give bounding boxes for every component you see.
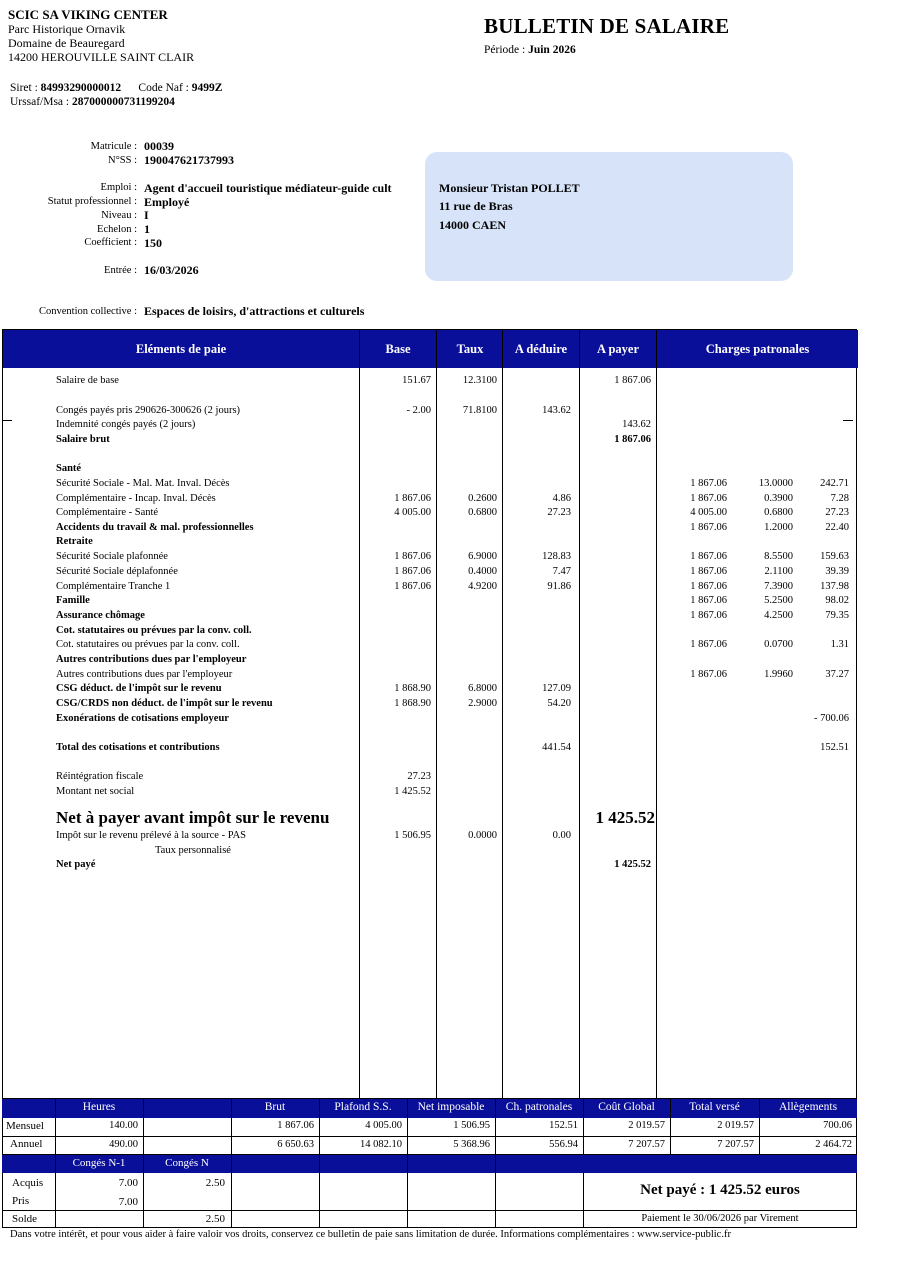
cell-ch3: 79.35 xyxy=(825,610,849,621)
solde-n: 2.50 xyxy=(205,1213,225,1225)
naf-label: Code Naf : xyxy=(138,82,189,94)
cell-label: Autres contributions dues par l'employeur xyxy=(56,669,233,680)
cell-ch3: 1.31 xyxy=(830,639,849,650)
summary-annuel-cell: 556.94 xyxy=(549,1139,578,1150)
employee-street: 11 rue de Bras xyxy=(439,199,513,213)
summary-mensuel-cell: 140.00 xyxy=(109,1120,138,1131)
pris-label: Pris xyxy=(12,1195,30,1207)
cell-base: 4 005.00 xyxy=(394,507,431,518)
cell-ch2: 0.0700 xyxy=(764,639,793,650)
table-row xyxy=(3,683,858,697)
cell-ded: 128.83 xyxy=(542,551,571,562)
cell-taux: 2.9000 xyxy=(468,698,497,709)
cell-taux: 4.9200 xyxy=(468,581,497,592)
cell-ch2: 1.9960 xyxy=(764,669,793,680)
header-payer: A payer xyxy=(596,342,639,356)
cell-label: Indemnité congés payés (2 jours) xyxy=(56,419,196,430)
cell-label: Total des cotisations et contributions xyxy=(56,742,220,753)
summary-annuel-cell: 2 464.72 xyxy=(815,1139,852,1150)
employer-address-line3: 14200 HEROUVILLE SAINT CLAIR xyxy=(8,50,195,64)
table-row xyxy=(3,771,858,785)
summary-annuel-cell: 7 207.57 xyxy=(717,1139,754,1150)
table-row xyxy=(3,566,858,580)
summary-header-cell: Allègements xyxy=(778,1101,838,1113)
page-title: BULLETIN DE SALAIRE xyxy=(484,14,730,38)
cell-ded: 54.20 xyxy=(547,698,571,709)
header-base: Base xyxy=(385,342,411,356)
cell-base: 1 506.95 xyxy=(394,830,431,841)
cell-ch1: 4 005.00 xyxy=(690,507,727,518)
cell-label: Complémentaire Tranche 1 xyxy=(56,581,171,592)
cell-taux: 0.4000 xyxy=(468,566,497,577)
fold-mark xyxy=(843,420,853,421)
cell-base: 151.67 xyxy=(402,375,431,386)
mensuel-label: Mensuel xyxy=(6,1120,44,1132)
employer-block xyxy=(8,8,194,64)
summary-annuel-cell: 14 082.10 xyxy=(360,1139,402,1150)
cell-ch2: 5.2500 xyxy=(764,595,793,606)
cell-ded: 91.86 xyxy=(547,581,571,592)
cell-pay: 1 867.06 xyxy=(614,434,651,445)
nss-value: 190047621737993 xyxy=(144,153,234,167)
cell-ded: 4.86 xyxy=(552,493,571,504)
emploi-value: Agent d'accueil touristique médiateur-guide cult xyxy=(144,181,392,195)
naf-value: 9499Z xyxy=(191,82,223,94)
summary-mensuel-cell: 2 019.57 xyxy=(628,1120,665,1131)
cell-taux: 0.6800 xyxy=(468,507,497,518)
cell-label: Sécurité Sociale déplafonnée xyxy=(56,566,178,577)
cell-pay: 143.62 xyxy=(622,419,651,430)
employer-address-line1: Parc Historique Ornavik xyxy=(8,22,126,36)
payment-info: Paiement le 30/06/2026 par Virement xyxy=(641,1213,799,1224)
cell-label: Retraite xyxy=(56,536,93,547)
cell-taux: 12.3100 xyxy=(462,375,497,386)
summary-header-cell: Net imposable xyxy=(417,1101,485,1113)
coefficient-value: 150 xyxy=(144,236,162,250)
convention-label: Convention collective : xyxy=(39,306,137,317)
cell-ded: 441.54 xyxy=(542,742,571,753)
cell-base: - 2.00 xyxy=(406,405,431,416)
cell-ch2: 4.2500 xyxy=(764,610,793,621)
cell-ch3: 152.51 xyxy=(820,742,849,753)
cell-ch3: - 700.06 xyxy=(814,713,849,724)
cell-label: Cot. statutaires ou prévues par la conv. coll. xyxy=(56,625,252,636)
emploi-label: Emploi : xyxy=(100,182,137,193)
divider xyxy=(55,1099,56,1228)
footer-note: Dans votre intérêt, et pour vous aider à faire valoir vos droits, conservez ce bulletin de paie sans limitation de durée. Informations complémentaires : www.service-public.fr xyxy=(10,1229,731,1240)
cell-ch1: 1 867.06 xyxy=(690,610,727,621)
cell-label: Congés payés pris 290626-300626 (2 jours) xyxy=(56,405,241,416)
table-row xyxy=(3,845,858,859)
matricule-label: Matricule : xyxy=(90,141,137,152)
cell-ch3: 137.98 xyxy=(820,581,849,592)
table-row xyxy=(3,405,858,419)
table-row xyxy=(3,830,858,844)
echelon-value: 1 xyxy=(144,222,150,236)
table-row xyxy=(3,654,858,668)
cell-base: 1 868.90 xyxy=(394,698,431,709)
summary-mensuel-cell: 4 005.00 xyxy=(365,1120,402,1131)
conges-n-header: Congés N xyxy=(165,1157,209,1169)
cell-label: Accidents du travail & mal. professionnelles xyxy=(56,522,254,533)
cell-ch1: 1 867.06 xyxy=(690,669,727,680)
cell-ded: 143.62 xyxy=(542,405,571,416)
cell-ded: 27.23 xyxy=(547,507,571,518)
divider xyxy=(231,1099,232,1228)
table-row xyxy=(3,713,858,727)
cell-ch2: 2.1100 xyxy=(764,566,793,577)
table-row xyxy=(3,786,858,800)
table-header xyxy=(3,330,858,368)
urssaf-value: 287000000731199204 xyxy=(71,96,175,108)
cell-ded: 127.09 xyxy=(542,683,571,694)
table-row xyxy=(3,639,858,653)
divider xyxy=(2,1136,857,1137)
statut-value: Employé xyxy=(144,195,190,209)
acquis-n1: 7.00 xyxy=(118,1177,138,1189)
table-row xyxy=(3,595,858,609)
siret-label: Siret : xyxy=(10,82,38,94)
cell-label: Famille xyxy=(56,595,90,606)
cell-label: Taux personnalisé xyxy=(155,845,231,856)
cell-base: 1 425.52 xyxy=(394,786,431,797)
cell-label: Sécurité Sociale - Mal. Mat. Inval. Décès xyxy=(56,478,230,489)
period-value: Juin 2026 xyxy=(528,44,576,56)
cell-pay: 1 425.52 xyxy=(595,808,655,827)
matricule-value: 00039 xyxy=(144,139,174,153)
cell-ch2: 0.3900 xyxy=(764,493,793,504)
cell-pay: 1 867.06 xyxy=(614,375,651,386)
summary-header-cell: Brut xyxy=(264,1101,286,1113)
cell-pay: 1 425.52 xyxy=(614,859,651,870)
cell-ch3: 159.63 xyxy=(820,551,849,562)
entree-label: Entrée : xyxy=(104,265,137,276)
divider xyxy=(495,1099,496,1228)
cell-ded: 7.47 xyxy=(552,566,571,577)
cell-base: 27.23 xyxy=(407,771,431,782)
cell-ch3: 7.28 xyxy=(830,493,849,504)
employee-city: 14000 CAEN xyxy=(439,218,507,232)
table-row xyxy=(3,434,858,448)
pris-n1: 7.00 xyxy=(118,1196,138,1208)
cell-label: Sécurité Sociale plafonnée xyxy=(56,551,168,562)
cell-ch2: 13.0000 xyxy=(758,478,793,489)
cell-label: Complémentaire - Santé xyxy=(56,507,159,518)
acquis-label: Acquis xyxy=(12,1177,44,1189)
cell-ded: 0.00 xyxy=(552,830,571,841)
cell-base: 1 867.06 xyxy=(394,581,431,592)
nss-label: N°SS : xyxy=(107,155,137,166)
summary-mensuel-cell: 700.06 xyxy=(823,1120,852,1131)
cell-ch1: 1 867.06 xyxy=(690,493,727,504)
table-row xyxy=(3,742,858,756)
summary-annuel-cell: 7 207.57 xyxy=(628,1139,665,1150)
table-row xyxy=(3,478,858,492)
employer-name: SCIC SA VIKING CENTER xyxy=(8,7,168,22)
period xyxy=(484,44,576,56)
cell-label: Salaire brut xyxy=(56,434,110,445)
statut-label: Statut professionnel : xyxy=(47,196,137,207)
cell-taux: 71.8100 xyxy=(462,405,497,416)
header-elements: Eléments de paie xyxy=(135,342,227,356)
cell-ch2: 8.5500 xyxy=(764,551,793,562)
header-charges: Charges patronales xyxy=(705,342,810,356)
cell-base: 1 867.06 xyxy=(394,493,431,504)
cell-label: Complémentaire - Incap. Inval. Décès xyxy=(56,493,216,504)
cell-ch1: 1 867.06 xyxy=(690,566,727,577)
table-row xyxy=(3,581,858,595)
conges-n1-header: Congés N-1 xyxy=(72,1157,126,1169)
niveau-label: Niveau : xyxy=(101,210,137,221)
cell-taux: 6.9000 xyxy=(468,551,497,562)
cell-taux: 6.8000 xyxy=(468,683,497,694)
table-row xyxy=(3,507,858,521)
table-row xyxy=(3,536,858,550)
cell-ch1: 1 867.06 xyxy=(690,639,727,650)
cell-label: Autres contributions dues par l'employeur xyxy=(56,654,247,665)
employer-ids xyxy=(10,81,222,109)
summary-annuel-cell: 490.00 xyxy=(109,1139,138,1150)
cell-base: 1 867.06 xyxy=(394,566,431,577)
coefficient-label: Coefficient : xyxy=(84,237,137,248)
cell-label: Montant net social xyxy=(56,786,135,797)
cell-label: CSG déduct. de l'impôt sur le revenu xyxy=(56,683,222,694)
header-taux: Taux xyxy=(456,342,484,356)
solde-label: Solde xyxy=(12,1213,38,1225)
summary-annuel-cell: 5 368.96 xyxy=(453,1139,490,1150)
entree-value: 16/03/2026 xyxy=(144,263,199,277)
cell-label: Exonérations de cotisations employeur xyxy=(56,713,229,724)
summary-mensuel-cell: 152.51 xyxy=(549,1120,578,1131)
cell-base: 1 867.06 xyxy=(394,551,431,562)
cell-label: Santé xyxy=(56,463,82,474)
cell-ch2: 0.6800 xyxy=(764,507,793,518)
summary-header-cell: Heures xyxy=(82,1101,116,1113)
summary-header-cell: Coût Global xyxy=(598,1101,655,1113)
summary-mensuel-cell: 2 019.57 xyxy=(717,1120,754,1131)
summary-header-cell: Plafond S.S. xyxy=(334,1101,392,1113)
cell-ch3: 98.02 xyxy=(825,595,849,606)
cell-label: Assurance chômage xyxy=(56,610,145,621)
summary-mensuel-cell: 1 867.06 xyxy=(277,1120,314,1131)
table-row xyxy=(3,859,858,873)
cell-ch1: 1 867.06 xyxy=(690,551,727,562)
table-row xyxy=(3,669,858,683)
cell-base: 1 868.90 xyxy=(394,683,431,694)
echelon-label: Echelon : xyxy=(97,224,137,235)
divider xyxy=(583,1099,584,1155)
cell-ch1: 1 867.06 xyxy=(690,522,727,533)
cell-label: Salaire de base xyxy=(56,375,119,386)
cell-ch1: 1 867.06 xyxy=(690,595,727,606)
urssaf-label: Urssaf/Msa : xyxy=(10,96,70,108)
divider xyxy=(759,1099,760,1155)
annuel-label: Annuel xyxy=(10,1138,43,1150)
cell-taux: 0.0000 xyxy=(468,830,497,841)
cell-ch3: 39.39 xyxy=(825,566,849,577)
summary-header-cell: Total versé xyxy=(689,1101,740,1113)
divider xyxy=(319,1099,320,1228)
cell-label: Net payé xyxy=(56,859,96,870)
cell-ch3: 242.71 xyxy=(820,478,849,489)
summary-mensuel-cell: 1 506.95 xyxy=(453,1120,490,1131)
header-deduire: A déduire xyxy=(514,342,568,356)
cell-ch3: 37.27 xyxy=(825,669,849,680)
siret-value: 84993290000012 xyxy=(40,82,122,94)
period-label: Période : xyxy=(484,44,526,56)
cell-ch1: 1 867.06 xyxy=(690,478,727,489)
divider xyxy=(670,1099,671,1155)
employer-address-line2: Domaine de Beauregard xyxy=(8,36,125,50)
table-row xyxy=(3,522,858,536)
cell-label: CSG/CRDS non déduct. de l'impôt sur le revenu xyxy=(56,698,273,709)
cell-ch3: 27.23 xyxy=(825,507,849,518)
divider xyxy=(407,1099,408,1228)
fold-mark xyxy=(2,420,12,421)
employee-address-box xyxy=(425,152,793,281)
cell-label: Net à payer avant impôt sur le revenu xyxy=(56,808,330,827)
table-row xyxy=(3,808,858,827)
acquis-n: 2.50 xyxy=(205,1177,225,1189)
table-row xyxy=(3,551,858,565)
cell-ch2: 7.3900 xyxy=(764,581,793,592)
table-row xyxy=(3,375,858,389)
niveau-value: I xyxy=(144,208,149,222)
cell-ch2: 1.2000 xyxy=(764,522,793,533)
convention-value: Espaces de loisirs, d'attractions et culturels xyxy=(144,304,365,318)
payslip-table xyxy=(2,329,857,1099)
employee-name: Monsieur Tristan POLLET xyxy=(439,181,580,195)
table-row xyxy=(3,493,858,507)
table-row xyxy=(3,698,858,712)
cell-label: Impôt sur le revenu prélevé à la source - PAS xyxy=(56,830,247,841)
divider xyxy=(143,1099,144,1228)
cell-ch1: 1 867.06 xyxy=(690,581,727,592)
net-paye-total: Net payé : 1 425.52 euros xyxy=(640,1182,800,1198)
summary-header-cell: Ch. patronales xyxy=(505,1101,573,1113)
table-row xyxy=(3,419,858,433)
cell-label: Réintégration fiscale xyxy=(56,771,144,782)
table-row xyxy=(3,610,858,624)
cell-taux: 0.2600 xyxy=(468,493,497,504)
summary-annuel-cell: 6 650.63 xyxy=(277,1139,314,1150)
cell-label: Cot. statutaires ou prévues par la conv. coll. xyxy=(56,639,240,650)
table-row xyxy=(3,625,858,639)
divider xyxy=(2,1210,857,1211)
table-row xyxy=(3,463,858,477)
cell-ch3: 22.40 xyxy=(825,522,849,533)
